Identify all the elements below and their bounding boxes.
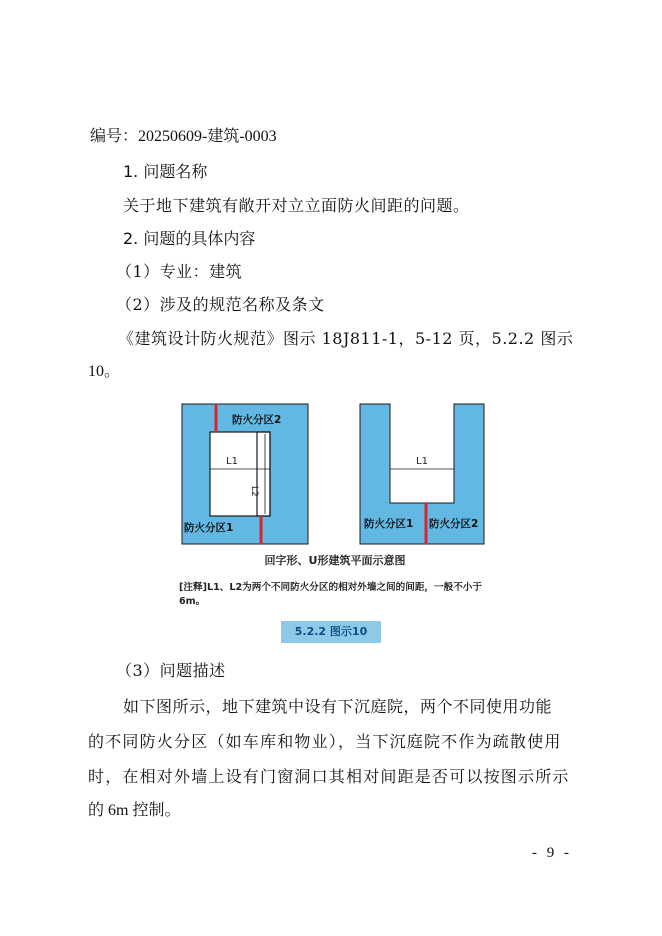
floor-plan-diagram (176, 398, 494, 548)
figure-note: [注释]L1、L2为两个不同防火分区的相对外墙之间的间距，一般不小于6m。 (179, 582, 482, 607)
serial-number: 编号：20250609-建筑-0003 (90, 128, 277, 145)
left-zone-top-label: 防火分区2 (232, 414, 282, 426)
left-zone-bottom-label: 防火分区1 (184, 522, 234, 534)
description-line-2: 的不同防火分区（如车库和物业），当下沉庭院不作为疏散使用 (88, 732, 562, 751)
description-line-1: 如下图所示，地下建筑中设有下沉庭院，两个不同使用功能 (123, 697, 553, 716)
item-specialty: （1）专业：建筑 (116, 262, 243, 281)
section1-title: 1. 问题名称 (123, 162, 208, 181)
section2-title: 2. 问题的具体内容 (123, 229, 256, 248)
item-problem-description: （3）问题描述 (116, 661, 226, 680)
figure-caption: 回字形、U形建筑平面示意图 (264, 554, 406, 567)
left-l2-label: L2 (249, 486, 259, 497)
reference-line-1: 《建筑设计防火规范》图示 18J811-1，5-12 页，5.2.2 图示 (118, 329, 574, 348)
left-courtyard (210, 432, 270, 516)
right-l1-label: L1 (416, 456, 428, 467)
section1-text: 关于地下建筑有敞开对立立面防火间距的问题。 (123, 196, 470, 215)
description-line-4: 的 6m 控制。 (88, 802, 181, 819)
right-zone-left-label: 防火分区1 (364, 518, 414, 530)
reference-line-2: 10。 (88, 363, 121, 380)
page-number: - 9 - (532, 845, 572, 861)
figure-tag: 5.2.2 图示10 (281, 621, 381, 643)
description-line-3: 时，在相对外墙上设有门窗洞口其相对间距是否可以按图示所示 (88, 767, 570, 786)
left-l1-label: L1 (226, 456, 238, 467)
right-zone-right-label: 防火分区2 (429, 518, 479, 530)
code-figure (176, 398, 494, 646)
item-code-reference: （2）涉及的规范名称及条文 (116, 295, 325, 314)
